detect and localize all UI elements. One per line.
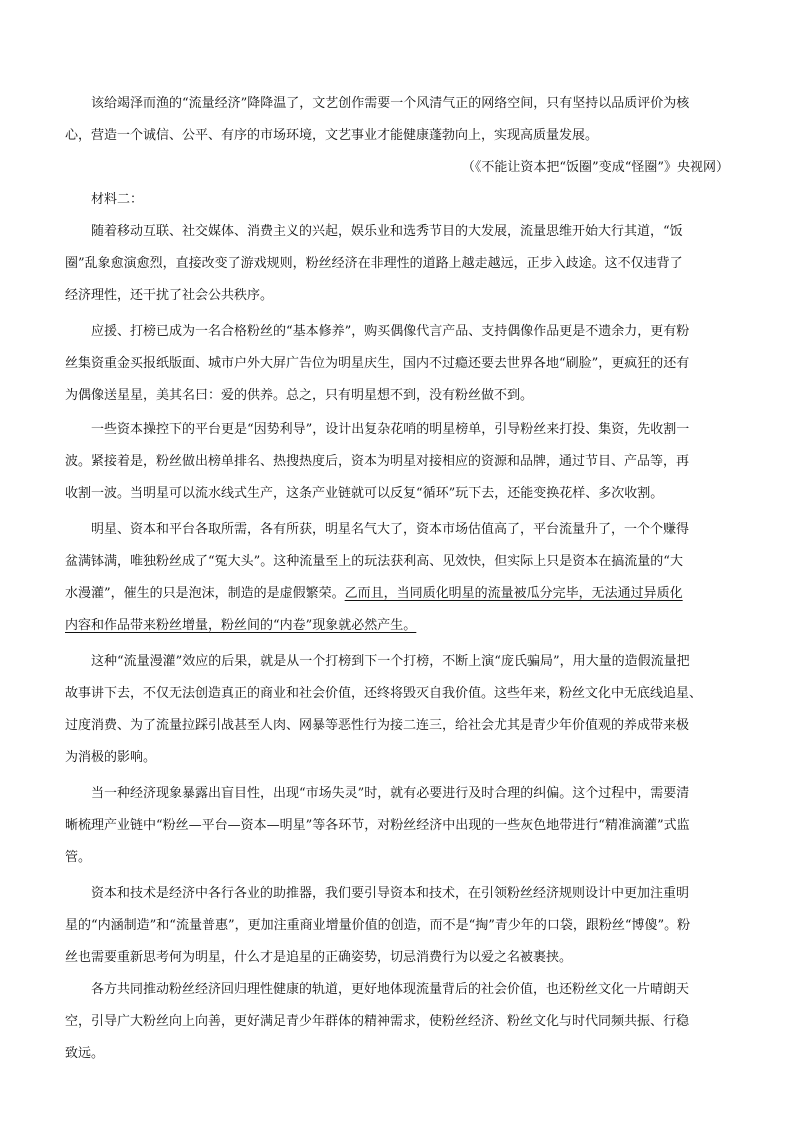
paragraph-5-line-4	[65, 616, 416, 636]
paragraph-8-line-2: 星的“内涵制造”和“流量普惠”，更加注重商业增量价值的创造，而不是“掏”青少年的口袋，跟粉丝“博傻”。粉	[65, 918, 691, 933]
paragraph-9-line-2: 空，引导广大粉丝向上向善，更好满足青少年群体的精神需求，使粉丝经济、粉丝文化与时代同频共振、行稳	[65, 1014, 690, 1029]
paragraph-7-line-2: 晰梳理产业链中“粉丝—平台—资本—明星”等各环节，对粉丝经济中出现的一些灰色地带进行“精准滴灌”式监	[65, 818, 690, 833]
paragraph-3-line-1: 应援、打榜已成为一名合格粉丝的“基本修养”，购买偶像代言产品、支持偶像作品更是不遗余力，更有粉	[91, 324, 690, 339]
paragraph-4-line-3: 收割一波。当明星可以流水线式生产，这条产业链就可以反复“循环”玩下去，还能变换花样、多次收割。	[65, 486, 664, 501]
paragraph-5-line-3-text: 水漫灌”，催生的只是泡沫，制造的是虚假繁荣。	[65, 586, 345, 601]
paragraph-5-line-1: 明星、资本和平台各取所需，各有所获，明星名气大了，资本市场估值高了，平台流量升了，一个个赚得	[91, 522, 690, 537]
paragraph-7-line-3: 管。	[65, 850, 92, 865]
paragraph-6-line-1: 这种“流量漫灌”效应的后果，就是从一个打榜到下一个打榜，不断上演“庞氏骗局”，用大量的造假流量把	[91, 654, 690, 669]
underlined-sentence-end: 内容和作品带来粉丝增量，粉丝间的“内卷”现象就必然产生。	[65, 618, 417, 633]
paragraph-7-line-1: 当一种经济现象暴露出盲目性，出现“市场失灵”时，就有必要进行及时合理的纠偏。这个过程中，需要清	[91, 786, 690, 801]
article-body	[65, 0, 729, 1123]
paragraph-6-line-3: 过度消费、为了流量拉踩引战甚至人肉、网暴等恶性行为接二连三，给社会尤其是青少年价值观的养成带来极	[65, 718, 690, 733]
paragraph-2-line-2: 圈”乱象愈演愈烈，直接改变了游戏规则，粉丝经济在非理性的道路上越走越远，正步入歧途。这不仅违背了	[65, 256, 683, 271]
paragraph-5-line-3	[65, 584, 683, 604]
paragraph-2-line-1: 随着移动互联、社交媒体、消费主义的兴起，娱乐业和选秀节目的大发展，流量思维开始大行其道，“饭	[91, 224, 683, 239]
paragraph-4-line-1: 一些资本操控下的平台更是“因势利导”，设计出复杂花哨的明星榜单，引导粉丝来打投、集资，先收割一	[91, 422, 690, 437]
paragraph-1-line-2: 心，营造一个诚信、公平、有序的市场环境，文艺事业才能健康蓬勃向上，实现高质量发展。	[65, 128, 599, 143]
material-heading: 材料二：	[91, 192, 144, 207]
paragraph-3-line-2: 丝集资重金买报纸版面、城市户外大屏广告位为明星庆生，国内不过瘾还要去世界各地“刷脸”，更疯狂的还有	[65, 356, 690, 371]
paragraph-1-line-1: 该给竭泽而渔的“流量经济”降降温了，文艺创作需要一个风清气正的网络空间，只有坚持以品质评价为核	[91, 96, 690, 111]
paragraph-2-line-3: 经济理性，还干扰了社会公共秩序。	[65, 288, 274, 303]
paragraph-4-line-2: 波。紧接着是，粉丝做出榜单排名、热搜热度后，资本为明星对接相应的资源和品牌，通过节目、产品等，再	[65, 454, 690, 469]
paragraph-9-line-3: 致远。	[65, 1046, 105, 1061]
paragraph-8-line-1: 资本和技术是经济中各行各业的助推器，我们要引导资本和技术，在引领粉丝经济规则设计中更加注重明	[91, 886, 690, 901]
paragraph-6-line-4: 为消极的影响。	[65, 750, 157, 765]
paragraph-3-line-3: 为偶像送星星，美其名曰：爱的供养。总之，只有明星想不到，没有粉丝做不到。	[65, 388, 534, 403]
paragraph-9-line-1: 各方共同推动粉丝经济回归理性健康的轨道，更好地体现流量背后的社会价值，也还粉丝文化一片晴朗天	[91, 982, 690, 997]
paragraph-6-line-2: 故事讲下去，不仅无法创造真正的商业和社会价值，还终将毁灭自我价值。这些年来，粉丝文化中无底线追星、	[65, 686, 703, 701]
paragraph-8-line-3: 丝也需要重新思考何为明星，什么才是追星的正确姿势，切忌消费行为以爱之名被裹挟。	[65, 950, 573, 965]
underlined-sentence-start: 乙而且，当同质化明星的流量被瓜分完毕，无法通过异质化	[344, 586, 683, 601]
source-citation: （《不能让资本把“饭圈”变成“怪圈”》央视网）	[461, 160, 729, 175]
paragraph-5-line-2: 盆满钵满，唯独粉丝成了“冤大头”。这种流量至上的玩法获利高、见效快，但实际上只是资本在搞流量的“大	[65, 554, 683, 569]
